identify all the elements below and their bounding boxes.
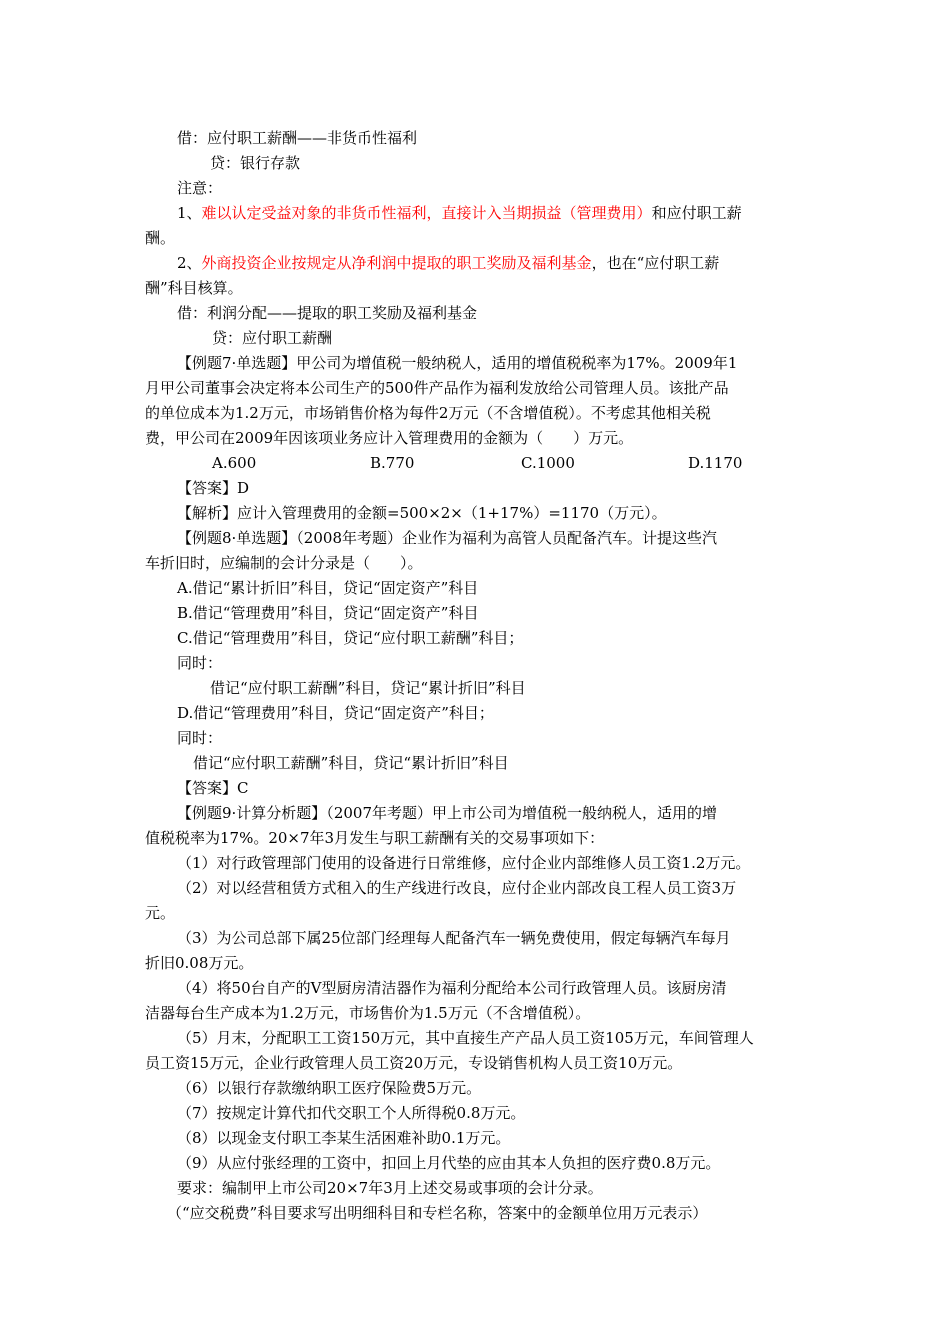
example-8-option-a: A.借记“累计折旧”科目，贷记“固定资产”科目: [177, 579, 479, 597]
note-highlight: 难以认定受益对象的非货币性福利，直接计入当期损益（管理费用）: [201, 204, 652, 222]
option-a: A.600: [212, 454, 257, 472]
example-9-item-2-cont: 元。: [145, 904, 176, 922]
option-d: D.1170: [688, 454, 743, 472]
example-9-requirement-note: （“应交税费”科目要求写出明细科目和专栏名称，答案中的金额单位用万元表示）: [167, 1204, 708, 1222]
example-7-explanation: 【解析】应计入管理费用的金额=500×2×（1+17%）=1170（万元）。: [177, 504, 667, 522]
example-9-item-5: （5）月末，分配职工工资150万元，其中直接生产产品人员工资105万元，车间管理人: [177, 1029, 754, 1047]
example-9-item-2: （2）对以经营租赁方式租入的生产线进行改良，应付企业内部改良工程人员工资3万: [177, 879, 737, 897]
example-8-answer: 【答案】C: [177, 779, 249, 797]
example-7-question: 【例题7·单选题】甲公司为增值税一般纳税人，适用的增值税税率为17%。2009年1: [177, 354, 738, 372]
example-8-option-d-also: 同时：: [177, 729, 223, 747]
example-8-option-d: D.借记“管理费用”科目，贷记“固定资产”科目；: [177, 704, 494, 722]
example-7-question-cont: 的单位成本为1.2万元，市场销售价格为每件2万元（不含增值税）。不考虑其他相关税: [145, 404, 711, 422]
example-9-item-9: （9）从应付张经理的工资中，扣回上月代垫的应由其本人负担的医疗费0.8万元。: [177, 1154, 721, 1172]
example-7-question-cont: 费，甲公司在2009年因该项业务应计入管理费用的金额为（ ）万元。: [145, 429, 634, 447]
example-9-item-4-cont: 洁器每台生产成本为1.2万元，市场售价为1.5万元（不含增值税）。: [145, 1004, 591, 1022]
example-8-question: 【例题8·单选题】（2008年考题）企业作为福利为高管人员配备汽车。计提这些汽: [177, 529, 717, 547]
note-number: 2、: [177, 254, 202, 272]
journal-debit-line: 借：利润分配——提取的职工奖励及福利基金: [177, 304, 478, 322]
example-9-item-1: （1）对行政管理部门使用的设备进行日常维修，应付企业内部维修人员工资1.2万元。: [177, 854, 751, 872]
example-9-question-cont: 值税税率为17%。20×7年3月发生与职工薪酬有关的交易事项如下：: [145, 829, 605, 847]
example-9-item-3: （3）为公司总部下属25位部门经理每人配备汽车一辆免费使用，假定每辆汽车每月: [177, 929, 731, 947]
note-text: ，也在“应付职工薪: [591, 254, 720, 272]
example-9-requirement: 要求：编制甲上市公司20×7年3月上述交易或事项的会计分录。: [177, 1179, 603, 1197]
option-b: B.770: [370, 454, 415, 472]
example-9-item-6: （6）以银行存款缴纳职工医疗保险费5万元。: [177, 1079, 482, 1097]
note-item-1: [177, 203, 742, 223]
note-text: 和应付职工薪: [651, 204, 742, 222]
option-c: C.1000: [521, 454, 575, 472]
note-item-1-cont: 酬。: [145, 229, 176, 247]
example-9-item-3-cont: 折旧0.08万元。: [145, 954, 254, 972]
example-7-answer: 【答案】D: [177, 479, 250, 497]
note-heading: 注意：: [177, 179, 223, 197]
example-8-option-d-cont: 借记“应付职工薪酬”科目，贷记“累计折旧”科目: [193, 754, 509, 772]
journal-credit-line: 贷：应付职工薪酬: [212, 329, 333, 347]
note-highlight: 外商投资企业按规定从净利润中提取的职工奖励及福利基金: [201, 254, 592, 272]
example-9-question: 【例题9·计算分析题】（2007年考题）甲上市公司为增值税一般纳税人，适用的增: [177, 804, 717, 822]
note-item-2-cont: 酬”科目核算。: [145, 279, 243, 297]
example-8-option-c: C.借记“管理费用”科目，贷记“应付职工薪酬”科目；: [177, 629, 524, 647]
journal-credit-line: 贷：银行存款: [210, 154, 301, 172]
example-8-option-c-also: 同时：: [177, 654, 223, 672]
example-9-item-5-cont: 员工资15万元，企业行政管理人员工资20万元，专设销售机构人员工资10万元。: [145, 1054, 683, 1072]
note-number: 1、: [177, 204, 202, 222]
example-9-item-8: （8）以现金支付职工李某生活困难补助0.1万元。: [177, 1129, 511, 1147]
journal-debit-line: 借：应付职工薪酬——非货币性福利: [177, 129, 418, 147]
example-7-question-cont: 月甲公司董事会决定将本公司生产的500件产品作为福利发放给公司管理人员。该批产品: [145, 379, 729, 397]
example-9-item-4: （4）将50台自产的Ⅴ型厨房清洁器作为福利分配给本公司行政管理人员。该厨房清: [177, 979, 727, 997]
example-8-option-b: B.借记“管理费用”科目，贷记“固定资产”科目: [177, 604, 479, 622]
example-9-item-7: （7）按规定计算代扣代交职工个人所得税0.8万元。: [177, 1104, 526, 1122]
note-item-2: [177, 253, 719, 273]
example-8-option-c-cont: 借记“应付职工薪酬”科目，贷记“累计折旧”科目: [210, 679, 526, 697]
example-8-question-cont: 车折旧时，应编制的会计分录是（ ）。: [145, 554, 423, 572]
